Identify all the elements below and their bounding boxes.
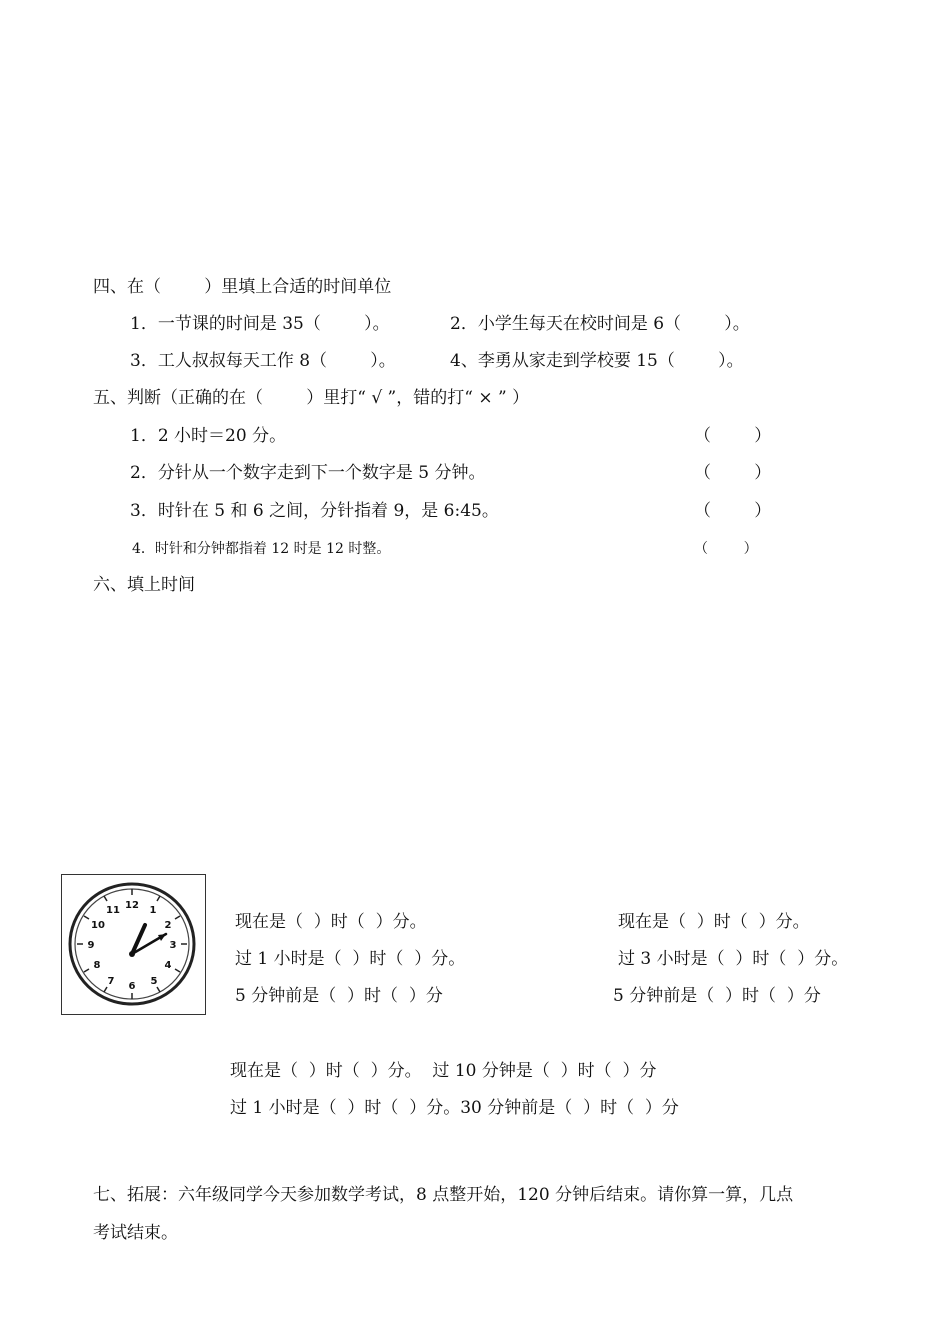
clock-number: 3 bbox=[169, 940, 177, 951]
section-7-line-2: 考试结束。 bbox=[93, 1223, 178, 1243]
judgement-item-2: 2．分针从一个数字走到下一个数字是 5 分钟。 bbox=[130, 463, 486, 483]
clock-number: 9 bbox=[87, 940, 95, 951]
left-fill-line-2: 过 1 小时是（ ）时（ ）分。 bbox=[235, 949, 466, 969]
left-fill-line-1: 现在是（ ）时（ ）分。 bbox=[235, 912, 427, 932]
section-4-heading: 四、在（ ）里填上合适的时间单位 bbox=[93, 277, 392, 297]
right-fill-line-3: 5 分钟前是（ ）时（ ）分 bbox=[613, 986, 821, 1006]
section-4-question-4: 4、李勇从家走到学校要 15（ ）。 bbox=[450, 351, 744, 371]
judgement-item-4: 4．时针和分钟都指着 12 时是 12 时整。 bbox=[132, 541, 391, 557]
clock-number: 10 bbox=[91, 920, 105, 931]
clock-image bbox=[61, 874, 206, 1015]
bottom-fill-line-1: 现在是（ ）时（ ）分。 过 10 分钟是（ ）时（ ）分 bbox=[230, 1061, 657, 1081]
right-fill-line-1: 现在是（ ）时（ ）分。 bbox=[618, 912, 810, 932]
clock-number: 8 bbox=[93, 960, 101, 971]
clock-face-icon bbox=[62, 875, 205, 1014]
left-fill-line-3: 5 分钟前是（ ）时（ ）分 bbox=[235, 986, 443, 1006]
clock-number: 2 bbox=[164, 920, 172, 931]
clock-number: 6 bbox=[128, 981, 136, 992]
bottom-fill-line-2: 过 1 小时是（ ）时（ ）分。30 分钟前是（ ）时（ ）分 bbox=[230, 1098, 679, 1118]
judgement-blank-1[interactable]: （ ） bbox=[694, 426, 772, 446]
clock-number: 11 bbox=[106, 905, 120, 916]
clock-number: 12 bbox=[125, 900, 139, 911]
clock-number: 7 bbox=[107, 976, 115, 987]
judgement-blank-3[interactable]: （ ） bbox=[694, 501, 772, 521]
judgement-item-3: 3．时针在 5 和 6 之间，分针指着 9，是 6:45。 bbox=[130, 501, 499, 521]
section-4-question-1: 1．一节课的时间是 35（ ）。 bbox=[130, 314, 390, 334]
clock-number: 5 bbox=[150, 976, 158, 987]
section-6-heading: 六、填上时间 bbox=[93, 575, 195, 595]
section-4-question-3: 3．工人叔叔每天工作 8（ ）。 bbox=[130, 351, 396, 371]
judgement-blank-4[interactable]: （ ） bbox=[694, 541, 758, 557]
right-fill-line-2: 过 3 小时是（ ）时（ ）分。 bbox=[618, 949, 849, 969]
section-4-question-2: 2．小学生每天在校时间是 6（ ）。 bbox=[450, 314, 750, 334]
section-5-heading: 五、判断（正确的在（ ）里打“ √ ”，错的打“ × ” ） bbox=[93, 388, 530, 408]
section-7-line-1: 七、拓展：六年级同学今天参加数学考试，8 点整开始，120 分钟后结束。请你算一算，几点 bbox=[93, 1185, 794, 1205]
clock-number: 4 bbox=[164, 960, 172, 971]
judgement-item-1: 1．2 小时＝20 分。 bbox=[130, 426, 287, 446]
judgement-blank-2[interactable]: （ ） bbox=[694, 463, 772, 483]
clock-number: 1 bbox=[149, 905, 157, 916]
